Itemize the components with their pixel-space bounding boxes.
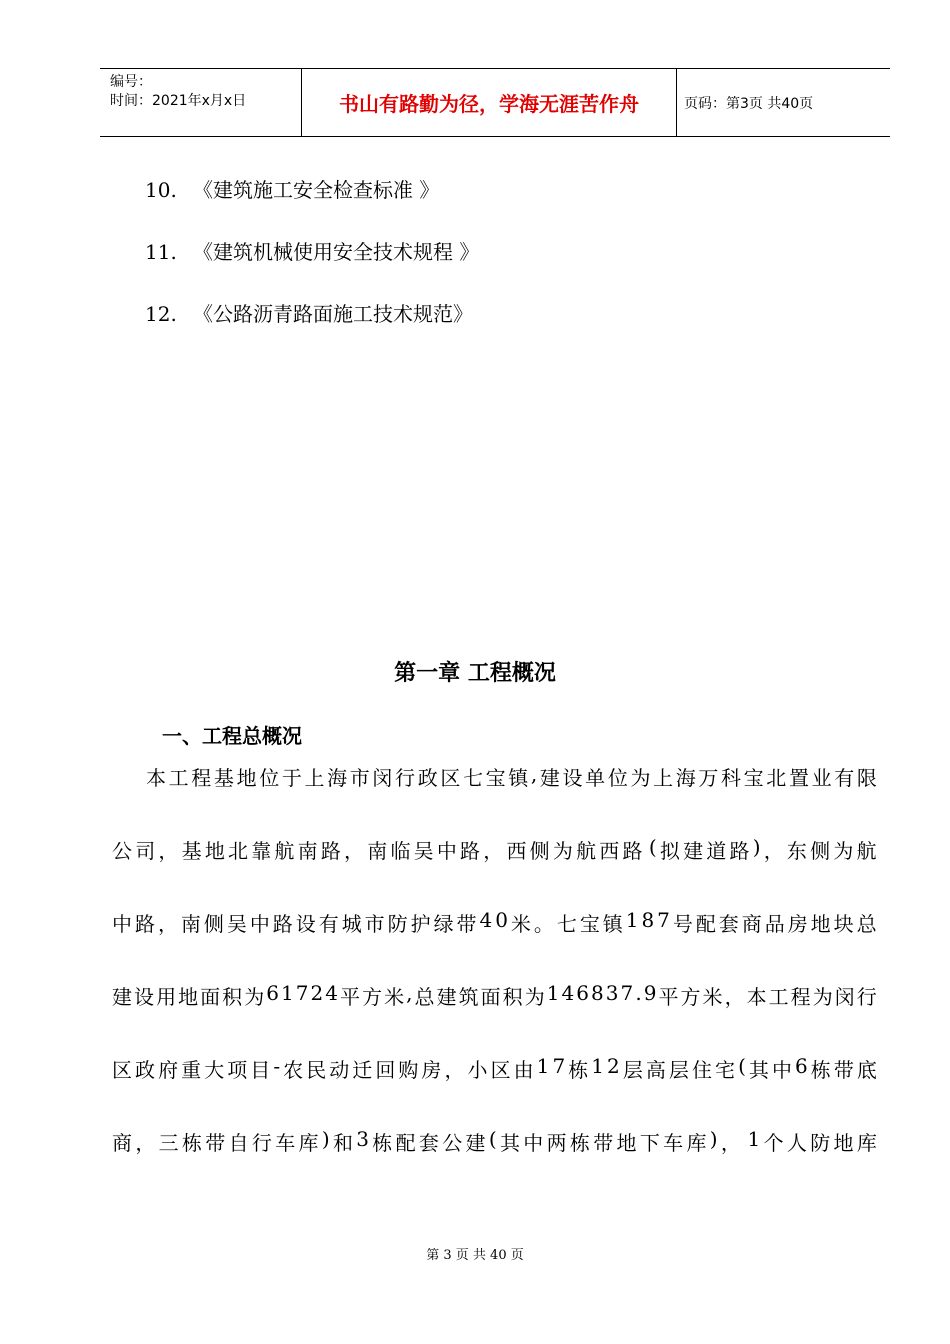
paragraph-char: 8 xyxy=(591,981,604,1005)
paragraph-char: 公 xyxy=(442,1131,463,1155)
paragraph-char: 民 xyxy=(306,1058,327,1082)
paragraph-char: 带 xyxy=(205,1131,226,1155)
reference-number: 12. xyxy=(145,302,177,326)
paragraph-char: 积 xyxy=(222,985,243,1009)
paragraph-char: 路 xyxy=(622,839,643,863)
paragraph-char: 房 xyxy=(421,1058,442,1082)
paragraph-char: 设 xyxy=(134,985,155,1009)
paragraph-line xyxy=(112,1054,877,1083)
paragraph-char: 号 xyxy=(672,912,693,936)
paragraph-char: 海 xyxy=(327,766,348,790)
paragraph-char: 中 xyxy=(436,839,457,863)
paragraph-char: 个 xyxy=(763,1131,784,1155)
paragraph-char: 七 xyxy=(462,766,483,790)
paragraph-char: 宝 xyxy=(743,766,764,790)
paragraph-line xyxy=(112,1127,877,1156)
paragraph-char: 用 xyxy=(156,985,177,1009)
paragraph-char: 单 xyxy=(585,766,606,790)
paragraph-char: 府 xyxy=(158,1058,179,1082)
paragraph-char: 带 xyxy=(593,1131,614,1155)
paragraph-char: 米 xyxy=(510,912,531,936)
paragraph-char: 建 xyxy=(436,985,457,1009)
paragraph-char: 7 xyxy=(657,908,670,932)
paragraph-char: 农 xyxy=(283,1058,304,1082)
paragraph-char: 路 xyxy=(134,912,155,936)
paragraph-char: 区 xyxy=(440,766,461,790)
reference-title: 《建筑机械使用安全技术规程 》 xyxy=(193,240,480,264)
paragraph-char: . xyxy=(635,981,642,1005)
paragraph-char: 政 xyxy=(135,1058,156,1082)
paragraph-char: 科 xyxy=(721,766,742,790)
paragraph-char: 重 xyxy=(181,1058,202,1082)
paragraph-char: 目 xyxy=(250,1058,271,1082)
paragraph-char: ， xyxy=(444,1058,465,1082)
paragraph-char: 套 xyxy=(718,912,739,936)
paragraph-char: 为 xyxy=(833,839,854,863)
paragraph-char: ) xyxy=(321,1127,330,1151)
paragraph-char: 建 xyxy=(683,839,704,863)
paragraph-char: 西 xyxy=(506,839,527,863)
paragraph-char: 南 xyxy=(297,839,318,863)
paragraph-char: 层 xyxy=(622,1058,643,1082)
paragraph-char: 北 xyxy=(766,766,787,790)
paragraph-char: 万 xyxy=(698,766,719,790)
paragraph-char: 1 xyxy=(591,1054,604,1078)
paragraph-char: 动 xyxy=(329,1058,350,1082)
paragraph-char: ， xyxy=(135,1131,156,1155)
paragraph-char: 回 xyxy=(375,1058,396,1082)
paragraph-char: 防 xyxy=(387,912,408,936)
paragraph-char: ， xyxy=(158,839,179,863)
paragraph-char: 限 xyxy=(856,766,877,790)
paragraph-char: 侧 xyxy=(203,912,224,936)
paragraph-char: 设 xyxy=(562,766,583,790)
paragraph-char: 中 xyxy=(112,912,132,936)
paragraph-char: 临 xyxy=(390,839,411,863)
paragraph-char: 购 xyxy=(398,1058,419,1082)
paragraph-char: ， xyxy=(344,839,365,863)
header-slogan: 书山有路勤为径，学海无涯苦作舟 xyxy=(339,92,639,116)
paragraph-char: 有 xyxy=(318,912,339,936)
paragraph-char: 为 xyxy=(812,985,833,1009)
reference-number: 10. xyxy=(145,178,177,202)
paragraph-char: 侧 xyxy=(529,839,550,863)
reference-item xyxy=(145,236,479,265)
paragraph-char: 吴 xyxy=(413,839,434,863)
paragraph-char: 住 xyxy=(691,1058,712,1082)
paragraph-char: 镇 xyxy=(508,766,529,790)
paragraph-char: 业 xyxy=(811,766,832,790)
paragraph-char: 路 xyxy=(460,839,481,863)
reference-item xyxy=(145,298,473,327)
paragraph-char: 0 xyxy=(495,908,508,932)
paragraph-char: 北 xyxy=(228,839,249,863)
paragraph-char: 航 xyxy=(274,839,295,863)
paragraph-char: 4 xyxy=(325,981,339,1005)
paragraph-char: 筑 xyxy=(458,985,479,1009)
paragraph-char: 2 xyxy=(607,1054,620,1078)
paragraph-char: 迁 xyxy=(352,1058,373,1082)
section-title: 一、工程总概况 xyxy=(162,724,302,748)
paragraph-char: ， xyxy=(763,839,784,863)
paragraph-char: 路 xyxy=(320,839,341,863)
paragraph-char: 南 xyxy=(180,912,201,936)
paragraph-char: 路 xyxy=(729,839,750,863)
paragraph-char: 项 xyxy=(227,1058,248,1082)
paragraph-char: 于 xyxy=(281,766,302,790)
paragraph-char: 海 xyxy=(675,766,696,790)
chapter-title: 第一章 工程概况 xyxy=(394,661,556,686)
reference-title: 《公路沥青路面施工技术规范》 xyxy=(193,302,473,326)
paragraph-char: 本 xyxy=(146,766,166,790)
paragraph-char: 为 xyxy=(552,839,573,863)
paragraph-char: 1 xyxy=(546,981,560,1005)
paragraph-char: 带 xyxy=(833,1058,854,1082)
paragraph-char: 基 xyxy=(181,839,202,863)
paragraph-char: 为 xyxy=(630,766,651,790)
paragraph-char: 块 xyxy=(833,912,854,936)
paragraph-char: 库 xyxy=(856,1131,877,1155)
paragraph-char: 为 xyxy=(524,985,545,1009)
paragraph-char: 3 xyxy=(605,981,619,1005)
paragraph-char: 1 xyxy=(625,908,639,932)
paragraph-char: 4 xyxy=(479,908,493,932)
paragraph-char: ( xyxy=(738,1054,746,1078)
paragraph-char: 。 xyxy=(533,912,554,936)
header-meta xyxy=(110,73,246,111)
paragraph-char: 车 xyxy=(275,1131,296,1155)
paragraph-char: 面 xyxy=(200,985,221,1009)
paragraph-char: 地 xyxy=(236,766,257,790)
paragraph-char: 7 xyxy=(552,1054,566,1078)
paragraph-char: 栋 xyxy=(181,1131,202,1155)
paragraph-char: 航 xyxy=(576,839,597,863)
reference-title: 《建筑施工安全检查标准 》 xyxy=(193,178,440,202)
header-table xyxy=(100,68,890,137)
paragraph-char: 道 xyxy=(706,839,727,863)
paragraph-char: 车 xyxy=(663,1131,684,1155)
paragraph-char: 有 xyxy=(834,766,855,790)
paragraph-char: ( xyxy=(648,835,657,859)
paragraph-char: 三 xyxy=(158,1131,179,1155)
paragraph-char: 商 xyxy=(112,1131,132,1155)
paragraph-char: 西 xyxy=(599,839,620,863)
paragraph-char: 1 xyxy=(747,1127,761,1151)
paragraph-char: 品 xyxy=(764,912,785,936)
paragraph-char: 底 xyxy=(856,1058,877,1082)
paragraph-char: 绿 xyxy=(433,912,454,936)
paragraph-char: 6 xyxy=(795,1054,808,1078)
paragraph-char: 由 xyxy=(513,1058,534,1082)
paragraph-char: 3 xyxy=(356,1127,369,1151)
paragraph-char: 本 xyxy=(746,985,767,1009)
paragraph-char: 2 xyxy=(310,981,324,1005)
page-footer: 第 3 页 共 40 页 xyxy=(426,1248,524,1263)
paragraph-char: 司 xyxy=(135,839,156,863)
paragraph-char: 高 xyxy=(645,1058,666,1082)
paragraph-char: 人 xyxy=(786,1131,807,1155)
paragraph-char: 平 xyxy=(658,985,679,1009)
paragraph-char: 程 xyxy=(191,766,212,790)
paragraph-char: 基 xyxy=(213,766,234,790)
header-divider-right xyxy=(676,69,677,136)
paragraph-char: 面 xyxy=(480,985,501,1009)
paragraph-char: 两 xyxy=(546,1131,567,1155)
paragraph-char: 设 xyxy=(295,912,316,936)
paragraph-char: 8 xyxy=(641,908,655,932)
paragraph-char: 南 xyxy=(367,839,388,863)
paragraph-char: 米 xyxy=(384,985,405,1009)
paragraph-char: 小 xyxy=(467,1058,488,1082)
paragraph-char: 其 xyxy=(499,1131,520,1155)
paragraph-char: 中 xyxy=(523,1131,544,1155)
paragraph-char: 库 xyxy=(686,1131,707,1155)
paragraph-char: 总 xyxy=(856,912,877,936)
paragraph-char: 护 xyxy=(410,912,431,936)
paragraph-char: 栋 xyxy=(569,1131,590,1155)
paragraph-char: 市 xyxy=(349,766,370,790)
paragraph-char: 商 xyxy=(741,912,762,936)
paragraph-char: 拟 xyxy=(659,839,680,863)
paragraph-char: 闵 xyxy=(372,766,393,790)
paragraph-char: ， xyxy=(157,912,178,936)
paragraph-char: 房 xyxy=(787,912,808,936)
reference-number: 11. xyxy=(145,240,177,264)
paragraph-char: 东 xyxy=(786,839,807,863)
paragraph-char: 6 xyxy=(576,981,589,1005)
paragraph-char: 置 xyxy=(788,766,809,790)
paragraph-char: 路 xyxy=(272,912,293,936)
paragraph-char: 1 xyxy=(280,981,294,1005)
paragraph-char: 工 xyxy=(768,985,789,1009)
paragraph-char: 区 xyxy=(112,1058,132,1082)
paragraph-line xyxy=(112,835,877,864)
paragraph-char: , xyxy=(530,762,538,786)
paragraph-char: - xyxy=(273,1054,281,1078)
paragraph-line xyxy=(112,908,877,937)
paragraph-char: 7 xyxy=(295,981,309,1005)
paragraph-char: 下 xyxy=(639,1131,660,1155)
paragraph-char: 带 xyxy=(456,912,477,936)
paragraph-char: ) xyxy=(752,835,761,859)
paragraph-char: 行 xyxy=(856,985,877,1009)
paragraph-char: 地 xyxy=(178,985,199,1009)
paragraph-char: 建 xyxy=(539,766,560,790)
paragraph-char: 栋 xyxy=(568,1058,589,1082)
paragraph-char: 平 xyxy=(340,985,361,1009)
time-label: 时间：2021年x月x日 xyxy=(110,93,247,109)
paragraph-char: 和 xyxy=(332,1131,353,1155)
paragraph-char: 总 xyxy=(414,985,435,1009)
paragraph-char: 地 xyxy=(204,839,225,863)
paragraph-char: 市 xyxy=(364,912,385,936)
paragraph-char: 栋 xyxy=(372,1131,393,1155)
paragraph-char: 自 xyxy=(228,1131,249,1155)
paragraph-char: 层 xyxy=(668,1058,689,1082)
paragraph-char: 积 xyxy=(502,985,523,1009)
paragraph-line xyxy=(146,762,877,791)
paragraph-char: ， xyxy=(720,1131,741,1155)
paragraph-char: 建 xyxy=(465,1131,486,1155)
paragraph-char: 大 xyxy=(204,1058,225,1082)
paragraph-char: 7 xyxy=(620,981,634,1005)
paragraph-char: 其 xyxy=(748,1058,769,1082)
paragraph-char: 方 xyxy=(680,985,701,1009)
paragraph-char: 位 xyxy=(607,766,628,790)
paragraph-char: 靠 xyxy=(251,839,272,863)
paragraph-char: 行 xyxy=(251,1131,272,1155)
paragraph-char: 建 xyxy=(112,985,132,1009)
paragraph-char: 1 xyxy=(536,1054,550,1078)
paragraph-char: 4 xyxy=(561,981,575,1005)
paragraph-char: 中 xyxy=(771,1058,792,1082)
paragraph-char: 地 xyxy=(616,1131,637,1155)
paragraph-char: ( xyxy=(488,1127,497,1151)
paragraph-char: 宅 xyxy=(715,1058,736,1082)
paragraph-char: , xyxy=(406,981,413,1005)
paragraph-char: 区 xyxy=(490,1058,511,1082)
paragraph-char: 中 xyxy=(249,912,270,936)
code-label: 编号： xyxy=(110,74,152,90)
paragraph-char: 行 xyxy=(395,766,416,790)
paragraph-char: ) xyxy=(709,1127,718,1151)
paragraph-line xyxy=(112,981,877,1010)
paragraph-char: 政 xyxy=(417,766,438,790)
paragraph-char: 宝 xyxy=(579,912,600,936)
paragraph-char: 位 xyxy=(259,766,280,790)
paragraph-char: 吴 xyxy=(226,912,247,936)
paragraph-char: 工 xyxy=(168,766,189,790)
paragraph-char: 栋 xyxy=(810,1058,831,1082)
paragraph-char: 6 xyxy=(266,981,279,1005)
paragraph-char: 配 xyxy=(695,912,716,936)
paragraph-char: 地 xyxy=(810,912,831,936)
paragraph-char: 米 xyxy=(702,985,723,1009)
paragraph-char: 程 xyxy=(790,985,811,1009)
paragraph-char: 七 xyxy=(556,912,577,936)
paragraph-char: 套 xyxy=(418,1131,439,1155)
paragraph-char: 镇 xyxy=(602,912,623,936)
paragraph-char: ， xyxy=(724,985,745,1009)
header-page-info: 页码：第3页 共40页 xyxy=(684,95,814,112)
paragraph-char: 公 xyxy=(112,839,132,863)
paragraph-char: 配 xyxy=(395,1131,416,1155)
paragraph-char: 侧 xyxy=(810,839,831,863)
paragraph-char: 地 xyxy=(833,1131,854,1155)
paragraph-char: 城 xyxy=(341,912,362,936)
paragraph-char: 库 xyxy=(298,1131,319,1155)
paragraph-char: 上 xyxy=(653,766,674,790)
reference-item xyxy=(145,174,439,203)
paragraph-char: ， xyxy=(483,839,504,863)
paragraph-char: 航 xyxy=(856,839,877,863)
paragraph-char: 9 xyxy=(643,981,657,1005)
paragraph-char: 防 xyxy=(810,1131,831,1155)
paragraph-char: 闵 xyxy=(834,985,855,1009)
paragraph-char: 方 xyxy=(362,985,383,1009)
paragraph-char: 为 xyxy=(244,985,265,1009)
paragraph-char: 宝 xyxy=(485,766,506,790)
paragraph-char: 上 xyxy=(304,766,325,790)
